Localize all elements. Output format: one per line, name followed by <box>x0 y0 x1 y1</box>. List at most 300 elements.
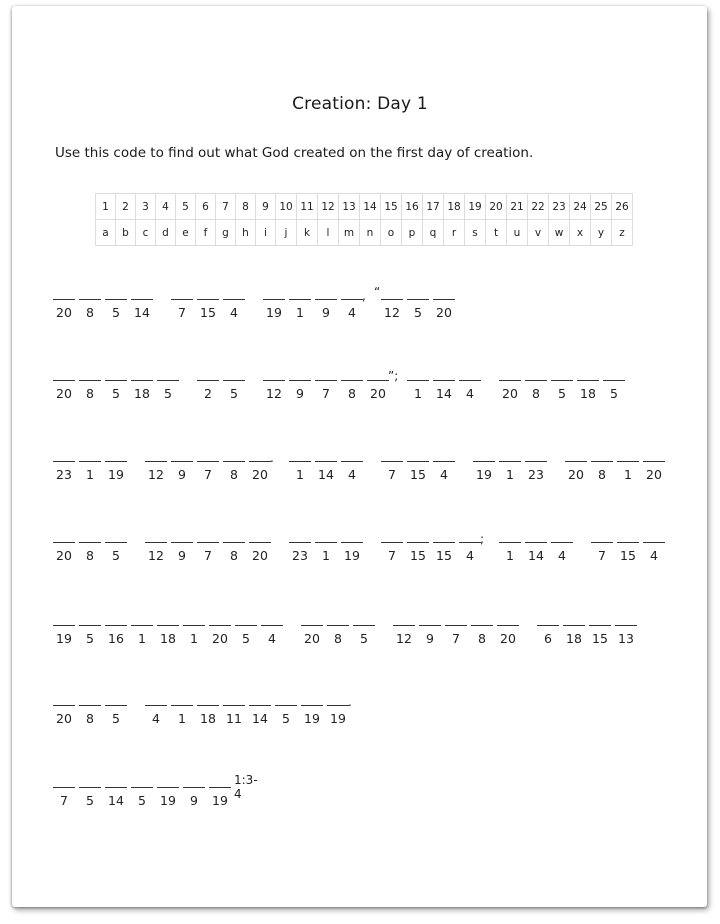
letter-blank[interactable] <box>315 461 337 491</box>
letter-blank[interactable] <box>105 542 127 572</box>
puzzle-word <box>53 461 131 491</box>
letter-blank[interactable] <box>473 461 495 491</box>
letter-blank[interactable] <box>499 542 521 572</box>
code-number: 7 <box>452 631 460 646</box>
code-number: 20 <box>568 467 584 482</box>
letter-blank[interactable] <box>617 461 639 491</box>
cipher-letter-cell: h <box>236 220 256 246</box>
letter-blank[interactable] <box>433 299 455 329</box>
cipher-number-cell: 11 <box>297 194 318 220</box>
cipher-number-row <box>96 194 633 220</box>
letter-blank[interactable] <box>327 625 349 655</box>
code-number: 11 <box>226 711 242 726</box>
letter-blank[interactable] <box>79 542 101 572</box>
puzzle-word <box>145 542 275 572</box>
letter-blank[interactable] <box>105 787 127 817</box>
cipher-letter-cell: u <box>507 220 528 246</box>
code-number: 8 <box>532 386 540 401</box>
scripture-reference: 1:3-4 <box>234 773 258 801</box>
letter-blank[interactable] <box>327 705 349 735</box>
open-quote-mark: “ <box>374 285 381 299</box>
letter-blank[interactable] <box>131 380 153 410</box>
cipher-number-cell: 18 <box>444 194 465 220</box>
letter-blank[interactable] <box>79 787 101 817</box>
cipher-letter-cell: d <box>156 220 176 246</box>
cipher-number-cell: 9 <box>256 194 276 220</box>
code-number: 5 <box>112 386 120 401</box>
cipher-letter-cell: e <box>176 220 196 246</box>
cipher-number-cell: 19 <box>465 194 486 220</box>
code-number: 7 <box>204 467 212 482</box>
instructions-text: Use this code to find out what God created on the first day of creation. <box>55 145 534 161</box>
letter-blank[interactable] <box>105 625 127 655</box>
code-number: 4 <box>152 711 160 726</box>
code-number: 15 <box>410 467 426 482</box>
puzzle-word <box>53 380 183 410</box>
cipher-number-cell: 8 <box>236 194 256 220</box>
puzzle-word <box>263 289 367 329</box>
code-number: 1 <box>296 305 304 320</box>
letter-blank[interactable] <box>145 461 167 491</box>
code-number: 18 <box>134 386 150 401</box>
letter-blank[interactable] <box>197 299 219 329</box>
letter-blank[interactable] <box>249 542 271 572</box>
letter-blank[interactable] <box>301 705 323 735</box>
letter-blank[interactable] <box>53 625 75 655</box>
puzzle-word <box>499 542 577 572</box>
puzzle-word <box>263 369 399 410</box>
letter-blank[interactable] <box>79 299 101 329</box>
letter-blank[interactable] <box>315 380 337 410</box>
cipher-number-cell: 3 <box>136 194 156 220</box>
letter-blank[interactable] <box>407 542 429 572</box>
cipher-number-cell: 13 <box>339 194 360 220</box>
letter-blank[interactable] <box>419 625 441 655</box>
letter-blank[interactable] <box>433 380 455 410</box>
puzzle-word <box>197 380 249 410</box>
code-number: 20 <box>252 467 268 482</box>
code-number: 4 <box>558 548 566 563</box>
letter-blank[interactable] <box>183 787 205 817</box>
letter-blank[interactable] <box>525 380 547 410</box>
cipher-number-cell: 25 <box>591 194 612 220</box>
letter-blank[interactable] <box>617 542 639 572</box>
letter-blank[interactable] <box>171 542 193 572</box>
cipher-letter-cell: i <box>256 220 276 246</box>
page-title: Creation: Day 1 <box>292 94 428 114</box>
code-number: 12 <box>266 386 282 401</box>
cipher-letter-cell: c <box>136 220 156 246</box>
letter-blank[interactable] <box>263 380 285 410</box>
letter-blank[interactable] <box>263 299 285 329</box>
letter-blank[interactable] <box>459 380 481 410</box>
letter-blank[interactable] <box>79 705 101 735</box>
code-number: 8 <box>86 386 94 401</box>
cipher-number-cell: 2 <box>116 194 136 220</box>
letter-blank[interactable] <box>249 461 271 491</box>
cipher-letter-cell: z <box>612 220 633 246</box>
letter-blank[interactable] <box>551 380 573 410</box>
code-number: 20 <box>500 631 516 646</box>
letter-blank[interactable] <box>223 542 245 572</box>
code-number: 19 <box>108 467 124 482</box>
puzzle-word <box>374 285 459 329</box>
letter-blank[interactable] <box>171 299 193 329</box>
code-number: 1 <box>506 467 514 482</box>
code-number: 18 <box>566 631 582 646</box>
letter-blank[interactable] <box>53 705 75 735</box>
code-number: 1 <box>414 386 422 401</box>
cipher-number-cell: 14 <box>360 194 381 220</box>
letter-blank[interactable] <box>341 380 363 410</box>
code-number: 12 <box>384 305 400 320</box>
letter-blank[interactable] <box>643 461 665 491</box>
cipher-number-cell: 16 <box>402 194 423 220</box>
code-number: 8 <box>230 548 238 563</box>
puzzle-word <box>565 461 669 491</box>
cipher-letter-cell: r <box>444 220 465 246</box>
code-number: 5 <box>112 548 120 563</box>
puzzle-word <box>289 461 367 491</box>
letter-blank[interactable] <box>643 542 665 572</box>
code-number: 7 <box>204 548 212 563</box>
code-number: 14 <box>134 305 150 320</box>
letter-blank[interactable] <box>341 299 363 329</box>
code-number: 23 <box>528 467 544 482</box>
letter-blank[interactable] <box>603 380 625 410</box>
cipher-letter-cell: b <box>116 220 136 246</box>
cipher-number-cell: 10 <box>276 194 297 220</box>
letter-blank[interactable] <box>589 625 611 655</box>
letter-blank[interactable] <box>183 625 205 655</box>
code-number: 1 <box>506 548 514 563</box>
code-number: 14 <box>436 386 452 401</box>
code-number: 20 <box>502 386 518 401</box>
letter-blank[interactable] <box>381 461 403 491</box>
cipher-number-cell: 5 <box>176 194 196 220</box>
puzzle-line <box>53 625 655 655</box>
code-number: 20 <box>56 305 72 320</box>
code-number: 8 <box>334 631 342 646</box>
code-number: 5 <box>230 386 238 401</box>
letter-blank[interactable] <box>145 542 167 572</box>
puzzle-line <box>53 532 683 572</box>
letter-blank[interactable] <box>289 380 311 410</box>
cipher-number-cell: 7 <box>216 194 236 220</box>
code-number: 9 <box>190 793 198 808</box>
code-number: 14 <box>252 711 268 726</box>
code-number: 5 <box>282 711 290 726</box>
letter-blank[interactable] <box>171 705 193 735</box>
puzzle-word <box>145 451 275 491</box>
code-number: 15 <box>436 548 452 563</box>
letter-blank[interactable] <box>407 299 429 329</box>
code-number: 4 <box>230 305 238 320</box>
code-number: 4 <box>440 467 448 482</box>
letter-blank[interactable] <box>105 461 127 491</box>
code-number: 16 <box>108 631 124 646</box>
punctuation-mark: , <box>362 289 366 303</box>
puzzle-word <box>171 299 249 329</box>
letter-blank[interactable] <box>315 299 337 329</box>
code-number: 20 <box>56 711 72 726</box>
code-number: 18 <box>200 711 216 726</box>
punctuation-mark: . <box>348 695 352 709</box>
code-number: 5 <box>86 793 94 808</box>
puzzle-line <box>53 451 683 491</box>
code-number: 5 <box>112 305 120 320</box>
letter-blank[interactable] <box>197 705 219 735</box>
puzzle-line <box>53 695 367 735</box>
code-number: 5 <box>558 386 566 401</box>
code-number: 4 <box>348 467 356 482</box>
letter-blank[interactable] <box>499 461 521 491</box>
code-number: 19 <box>212 793 228 808</box>
cipher-letter-cell: x <box>570 220 591 246</box>
letter-blank[interactable] <box>197 380 219 410</box>
code-number: 20 <box>56 548 72 563</box>
cipher-number-cell: 22 <box>528 194 549 220</box>
punctuation-mark: ; <box>480 532 485 546</box>
puzzle-word <box>53 542 131 572</box>
code-number: 8 <box>478 631 486 646</box>
letter-blank[interactable] <box>209 625 231 655</box>
letter-blank[interactable] <box>497 625 519 655</box>
code-number: 20 <box>56 386 72 401</box>
letter-blank[interactable] <box>105 299 127 329</box>
letter-blank[interactable] <box>53 461 75 491</box>
letter-blank[interactable] <box>577 380 599 410</box>
puzzle-word <box>301 625 379 655</box>
code-number: 1 <box>86 467 94 482</box>
letter-blank[interactable] <box>301 625 323 655</box>
cipher-letter-cell: s <box>465 220 486 246</box>
letter-blank[interactable] <box>381 542 403 572</box>
letter-blank[interactable] <box>157 787 179 817</box>
code-number: 8 <box>86 548 94 563</box>
code-number: 5 <box>86 631 94 646</box>
cipher-number-cell: 23 <box>549 194 570 220</box>
code-number: 20 <box>436 305 452 320</box>
code-number: 19 <box>56 631 72 646</box>
letter-blank[interactable] <box>197 542 219 572</box>
puzzle-word <box>499 380 629 410</box>
cipher-key-table <box>95 193 633 246</box>
letter-blank[interactable] <box>353 625 375 655</box>
code-number: 18 <box>160 631 176 646</box>
code-number: 7 <box>388 548 396 563</box>
code-number: 9 <box>178 467 186 482</box>
code-number: 18 <box>580 386 596 401</box>
letter-blank[interactable] <box>249 705 271 735</box>
puzzle-word <box>53 705 131 735</box>
code-number: 4 <box>466 386 474 401</box>
puzzle-word <box>53 773 258 817</box>
letter-blank[interactable] <box>407 461 429 491</box>
letter-blank[interactable] <box>615 625 637 655</box>
cipher-letter-cell: g <box>216 220 236 246</box>
puzzle-word <box>53 299 157 329</box>
code-number: 1 <box>322 548 330 563</box>
letter-blank[interactable] <box>53 299 75 329</box>
letter-blank[interactable] <box>381 299 403 329</box>
code-number: 15 <box>200 305 216 320</box>
cipher-letter-cell: n <box>360 220 381 246</box>
code-number: 19 <box>344 548 360 563</box>
code-number: 8 <box>86 711 94 726</box>
code-number: 9 <box>178 548 186 563</box>
letter-blank[interactable] <box>289 461 311 491</box>
letter-blank[interactable] <box>79 625 101 655</box>
code-number: 19 <box>266 305 282 320</box>
letter-blank[interactable] <box>445 625 467 655</box>
puzzle-word <box>591 542 669 572</box>
letter-blank[interactable] <box>223 705 245 735</box>
code-number: 5 <box>360 631 368 646</box>
code-number: 12 <box>396 631 412 646</box>
cipher-letter-cell: o <box>381 220 402 246</box>
letter-blank[interactable] <box>341 542 363 572</box>
letter-blank[interactable] <box>223 461 245 491</box>
code-number: 7 <box>60 793 68 808</box>
code-number: 23 <box>292 548 308 563</box>
letter-blank[interactable] <box>131 787 153 817</box>
code-number: 5 <box>610 386 618 401</box>
code-number: 12 <box>148 548 164 563</box>
code-number: 14 <box>528 548 544 563</box>
code-number: 19 <box>330 711 346 726</box>
puzzle-word <box>145 695 353 735</box>
letter-blank[interactable] <box>131 299 153 329</box>
code-number: 14 <box>318 467 334 482</box>
code-number: 6 <box>544 631 552 646</box>
cipher-letter-cell: q <box>423 220 444 246</box>
letter-blank[interactable] <box>209 787 231 817</box>
letter-blank[interactable] <box>367 380 389 410</box>
code-number: 8 <box>348 386 356 401</box>
cipher-number-cell: 6 <box>196 194 216 220</box>
letter-blank[interactable] <box>289 542 311 572</box>
code-number: 8 <box>598 467 606 482</box>
puzzle-word <box>381 461 459 491</box>
cipher-letter-cell: l <box>318 220 339 246</box>
code-number: 5 <box>138 793 146 808</box>
code-number: 12 <box>148 467 164 482</box>
puzzle-word <box>53 625 287 655</box>
letter-blank[interactable] <box>565 461 587 491</box>
code-number: 19 <box>476 467 492 482</box>
letter-blank[interactable] <box>525 461 547 491</box>
letter-blank[interactable] <box>79 461 101 491</box>
cipher-number-cell: 4 <box>156 194 176 220</box>
letter-blank[interactable] <box>157 625 179 655</box>
code-number: 20 <box>304 631 320 646</box>
letter-blank[interactable] <box>131 625 153 655</box>
cipher-letter-cell: w <box>549 220 570 246</box>
letter-blank[interactable] <box>591 461 613 491</box>
letter-blank[interactable] <box>341 461 363 491</box>
letter-blank[interactable] <box>53 787 75 817</box>
puzzle-word <box>473 461 551 491</box>
cipher-number-cell: 17 <box>423 194 444 220</box>
puzzle-line <box>53 285 473 329</box>
letter-blank[interactable] <box>459 542 481 572</box>
code-number: 1 <box>624 467 632 482</box>
letter-blank[interactable] <box>289 299 311 329</box>
code-number: 15 <box>410 548 426 563</box>
code-number: 5 <box>112 711 120 726</box>
letter-blank[interactable] <box>393 625 415 655</box>
letter-blank[interactable] <box>197 461 219 491</box>
code-number: 15 <box>592 631 608 646</box>
code-number: 9 <box>426 631 434 646</box>
letter-blank[interactable] <box>407 380 429 410</box>
worksheet-page <box>12 6 707 907</box>
letter-blank[interactable] <box>433 542 455 572</box>
code-number: 19 <box>304 711 320 726</box>
letter-blank[interactable] <box>525 542 547 572</box>
cipher-number-cell: 12 <box>318 194 339 220</box>
letter-blank[interactable] <box>499 380 521 410</box>
letter-blank[interactable] <box>53 542 75 572</box>
puzzle-word <box>289 542 367 572</box>
letter-blank[interactable] <box>551 542 573 572</box>
letter-blank[interactable] <box>261 625 283 655</box>
code-number: 8 <box>86 305 94 320</box>
letter-blank[interactable] <box>563 625 585 655</box>
letter-blank[interactable] <box>591 542 613 572</box>
letter-blank[interactable] <box>53 380 75 410</box>
letter-blank[interactable] <box>275 705 297 735</box>
letter-blank[interactable] <box>235 625 257 655</box>
code-number: 20 <box>212 631 228 646</box>
letter-blank[interactable] <box>471 625 493 655</box>
cipher-number-cell: 26 <box>612 194 633 220</box>
letter-blank[interactable] <box>145 705 167 735</box>
letter-blank[interactable] <box>157 380 179 410</box>
puzzle-word <box>537 625 641 655</box>
code-number: 5 <box>242 631 250 646</box>
cipher-letter-cell: k <box>297 220 318 246</box>
code-number: 20 <box>252 548 268 563</box>
letter-blank[interactable] <box>105 705 127 735</box>
code-number: 19 <box>160 793 176 808</box>
letter-blank[interactable] <box>223 299 245 329</box>
cipher-number-cell: 15 <box>381 194 402 220</box>
cipher-number-cell: 20 <box>486 194 507 220</box>
letter-blank[interactable] <box>171 461 193 491</box>
cipher-letter-cell: f <box>196 220 216 246</box>
letter-blank[interactable] <box>105 380 127 410</box>
letter-blank[interactable] <box>79 380 101 410</box>
code-number: 7 <box>322 386 330 401</box>
letter-blank[interactable] <box>537 625 559 655</box>
letter-blank[interactable] <box>315 542 337 572</box>
cipher-letter-cell: y <box>591 220 612 246</box>
code-number: 13 <box>618 631 634 646</box>
code-number: 1 <box>138 631 146 646</box>
letter-blank[interactable] <box>223 380 245 410</box>
cipher-letter-row <box>96 220 633 246</box>
letter-blank[interactable] <box>433 461 455 491</box>
code-number: 8 <box>230 467 238 482</box>
puzzle-word <box>407 380 485 410</box>
cipher-number-cell: 24 <box>570 194 591 220</box>
punctuation-mark: . <box>270 451 274 465</box>
code-number: 9 <box>322 305 330 320</box>
code-number: 14 <box>108 793 124 808</box>
code-number: 4 <box>466 548 474 563</box>
